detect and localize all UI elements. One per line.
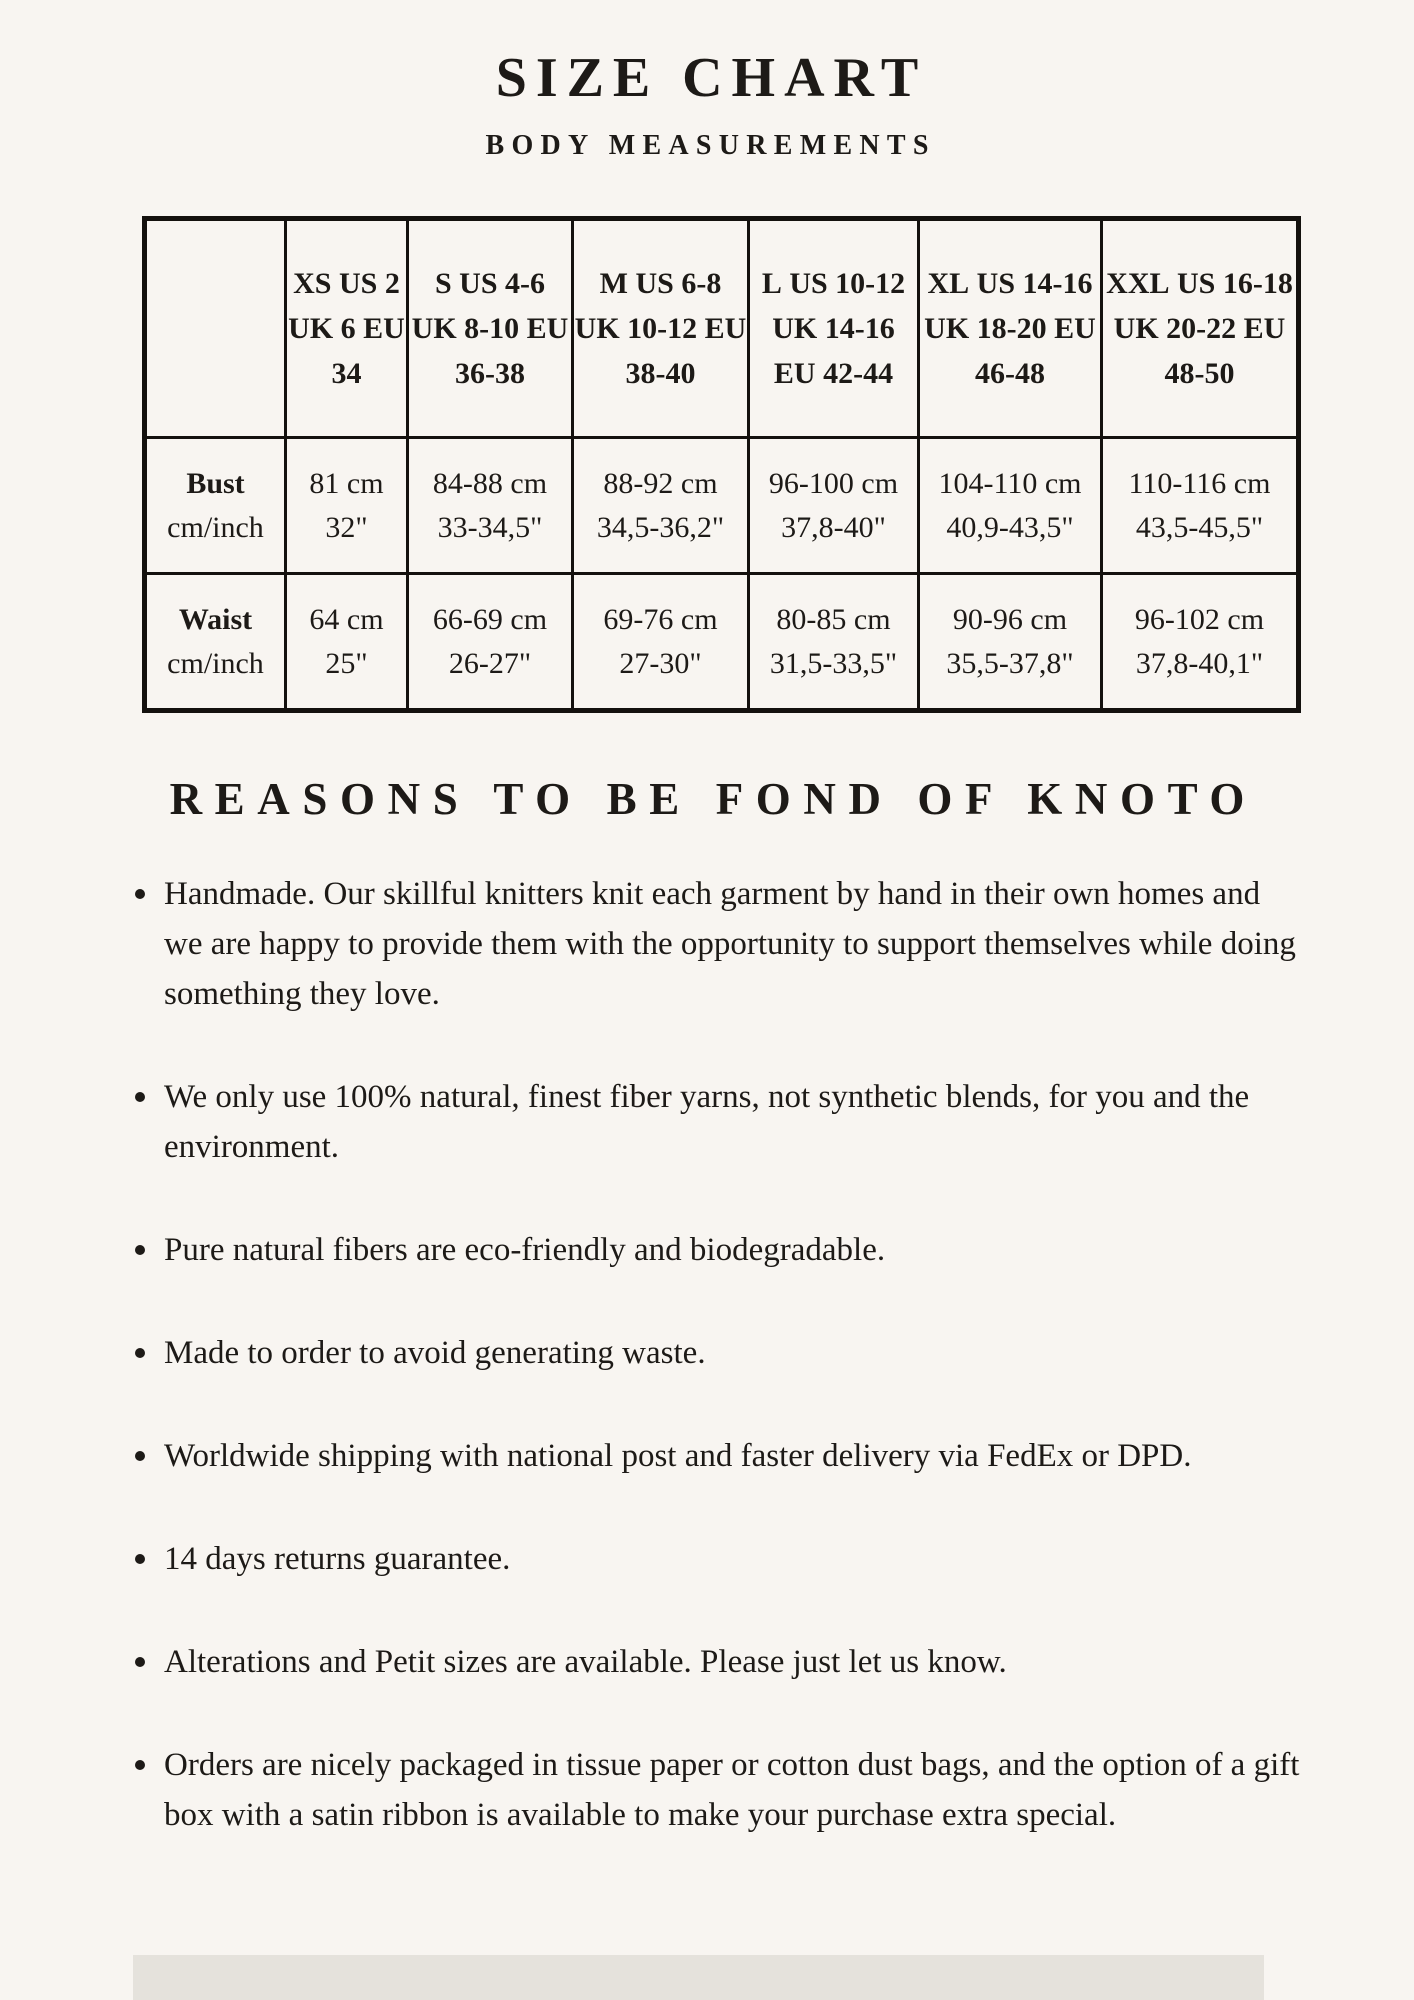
table-corner-cell bbox=[145, 219, 286, 438]
size-column-header-xl bbox=[919, 219, 1102, 438]
bust-row bbox=[145, 438, 1299, 574]
list-item bbox=[133, 1225, 1303, 1275]
list-item-text: Orders are nicely packaged in tissue paper or cotton dust bags, and the option of a gift box with a satin ribbon is available to make your purchase extra special. bbox=[164, 1746, 1300, 1833]
size-column-header-xxl bbox=[1102, 219, 1299, 438]
size-column-header-l bbox=[749, 219, 919, 438]
measurement-cell bbox=[408, 574, 573, 711]
cm-value: 110-116 cm bbox=[1128, 466, 1271, 500]
eu-size: EU 42-44 bbox=[773, 357, 894, 390]
cm-value: 88-92 cm bbox=[603, 466, 718, 500]
page-title: SIZE CHART bbox=[495, 47, 928, 109]
size-label: XL bbox=[927, 267, 970, 300]
inch-value: 43,5-45,5" bbox=[1135, 510, 1264, 544]
uk-size: UK 18-20 bbox=[924, 312, 1047, 345]
cm-value: 96-100 cm bbox=[768, 466, 899, 500]
bullet-icon bbox=[135, 1245, 145, 1255]
measurement-cell bbox=[1102, 574, 1299, 711]
uk-size: UK 8-10 bbox=[411, 312, 520, 345]
cm-value: 81 cm bbox=[309, 466, 384, 500]
size-label: S bbox=[434, 267, 452, 300]
inch-value: 32" bbox=[325, 510, 368, 544]
us-size: US 4-6 bbox=[459, 267, 546, 300]
measurement-cell bbox=[286, 438, 408, 574]
eu-size: EU 46-48 bbox=[975, 312, 1096, 390]
uk-size: UK 14-16 bbox=[772, 312, 895, 345]
measurement-cell bbox=[573, 438, 749, 574]
reasons-heading: REASONS TO BE FOND OF KNOTO bbox=[169, 774, 1258, 824]
measurement-cell bbox=[749, 574, 919, 711]
cm-value: 84-88 cm bbox=[432, 466, 548, 500]
us-size: US 2 bbox=[339, 267, 400, 300]
eu-size: EU 34 bbox=[331, 312, 405, 390]
inch-value: 31,5-33,5" bbox=[769, 646, 898, 680]
row-header-bust bbox=[145, 438, 286, 574]
cm-value: 96-102 cm bbox=[1134, 602, 1265, 636]
size-column-header-xs bbox=[286, 219, 408, 438]
page-subtitle: BODY MEASUREMENTS bbox=[485, 130, 936, 161]
size-column-header-s bbox=[408, 219, 573, 438]
bullet-icon bbox=[135, 1554, 145, 1564]
us-size: US 10-12 bbox=[789, 267, 906, 300]
list-item bbox=[133, 1740, 1303, 1840]
inch-value: 37,8-40,1" bbox=[1135, 646, 1264, 680]
size-label: XS bbox=[293, 267, 332, 300]
measurement-cell bbox=[286, 574, 408, 711]
uk-size: UK 10-12 bbox=[574, 312, 698, 345]
us-size: US 16-18 bbox=[1177, 267, 1293, 300]
list-item bbox=[133, 1637, 1303, 1687]
uk-size: UK 6 bbox=[288, 312, 356, 345]
list-item-text: Handmade. Our skillful knitters knit each garment by hand in their own homes and we are happy to provide them with the opportunity to support themselves while doing something they love. bbox=[164, 875, 1296, 1012]
list-item bbox=[133, 1534, 1303, 1584]
size-label: L bbox=[761, 267, 782, 300]
table-header-row bbox=[145, 219, 1299, 438]
size-column-header-m bbox=[573, 219, 749, 438]
list-item bbox=[133, 1072, 1303, 1172]
us-size: US 14-16 bbox=[976, 267, 1093, 300]
measurement-cell bbox=[919, 438, 1102, 574]
list-item bbox=[133, 869, 1303, 1019]
inch-value: 26-27" bbox=[448, 646, 532, 680]
size-chart-table bbox=[142, 216, 1301, 713]
cm-value: 104-110 cm bbox=[938, 466, 1082, 500]
us-size: US 6-8 bbox=[635, 267, 722, 300]
bullet-icon bbox=[135, 1657, 145, 1667]
bullet-icon bbox=[135, 1451, 145, 1461]
row-header-waist bbox=[145, 574, 286, 711]
measurement-cell bbox=[919, 574, 1102, 711]
list-item-text: Pure natural fibers are eco-friendly and biodegradable. bbox=[164, 1231, 886, 1268]
inch-value: 40,9-43,5" bbox=[946, 510, 1074, 544]
row-unit: cm/inch bbox=[167, 646, 264, 680]
bullet-icon bbox=[135, 1760, 145, 1770]
list-item-text: 14 days returns guarantee. bbox=[164, 1540, 511, 1577]
waist-row bbox=[145, 574, 1299, 711]
cm-value: 64 cm bbox=[309, 602, 384, 636]
list-item-text: We only use 100% natural, finest fiber yarns, not synthetic blends, for you and the environment. bbox=[164, 1078, 1250, 1165]
uk-size: UK 20-22 bbox=[1113, 312, 1237, 345]
list-item-text: Made to order to avoid generating waste. bbox=[164, 1334, 706, 1371]
page-header bbox=[0, 0, 1414, 160]
eu-size: EU 38-40 bbox=[625, 312, 747, 390]
size-label: M bbox=[599, 267, 628, 300]
row-label: Bust bbox=[186, 466, 245, 500]
measurement-cell bbox=[408, 438, 573, 574]
inch-value: 25" bbox=[325, 646, 368, 680]
measurement-cell bbox=[1102, 438, 1299, 574]
row-label: Waist bbox=[178, 602, 253, 636]
bullet-icon bbox=[135, 1348, 145, 1358]
cm-value: 80-85 cm bbox=[776, 602, 891, 636]
bottom-bar bbox=[133, 1955, 1264, 2000]
list-item bbox=[133, 1328, 1303, 1378]
cm-value: 66-69 cm bbox=[432, 602, 548, 636]
list-item-text: Alterations and Petit sizes are available. Please just let us know. bbox=[164, 1643, 1007, 1680]
cm-value: 69-76 cm bbox=[603, 602, 718, 636]
inch-value: 34,5-36,2" bbox=[596, 510, 725, 544]
inch-value: 27-30" bbox=[619, 646, 702, 680]
row-unit: cm/inch bbox=[167, 510, 264, 544]
measurement-cell bbox=[573, 574, 749, 711]
size-label: XXL bbox=[1106, 267, 1170, 300]
eu-size: EU 36-38 bbox=[455, 312, 569, 390]
inch-value: 35,5-37,8" bbox=[946, 646, 1074, 680]
list-item-text: Worldwide shipping with national post and faster delivery via FedEx or DPD. bbox=[164, 1437, 1192, 1474]
eu-size: EU 48-50 bbox=[1164, 312, 1286, 390]
inch-value: 33-34,5" bbox=[437, 510, 543, 544]
bullet-icon bbox=[135, 889, 145, 899]
measurement-cell bbox=[749, 438, 919, 574]
cm-value: 90-96 cm bbox=[952, 602, 1068, 636]
bullet-icon bbox=[135, 1092, 145, 1102]
list-item bbox=[133, 1431, 1303, 1481]
reasons-list bbox=[133, 869, 1303, 1840]
inch-value: 37,8-40" bbox=[781, 510, 886, 544]
